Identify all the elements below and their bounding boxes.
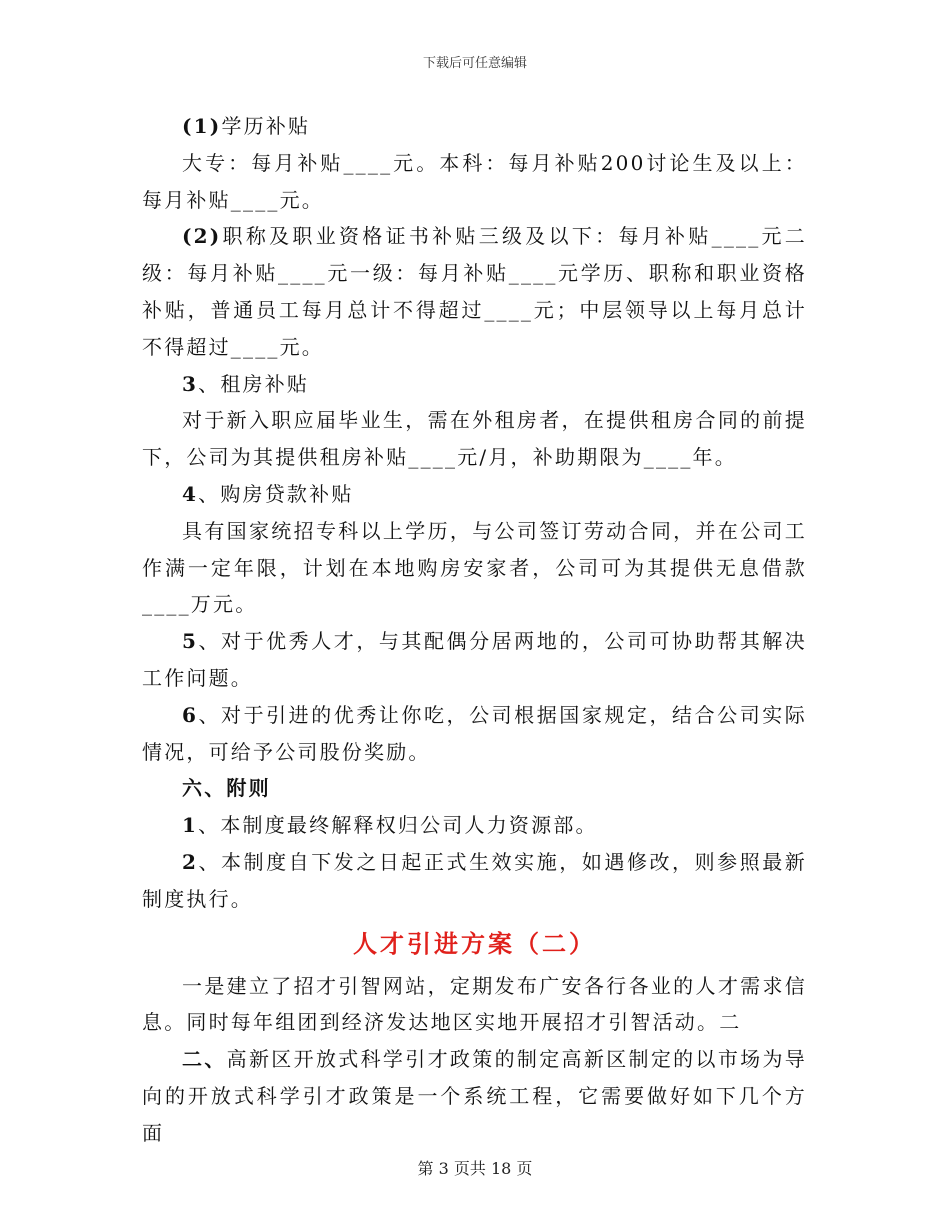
para-text: 、对于引进的优秀让你吃，公司根据国家规定，结合公司实际情况，可给予公司股份奖励。: [142, 702, 807, 764]
para-lead: 4: [182, 481, 199, 506]
paragraph-11: [142, 807, 807, 844]
para-lead: 二、: [182, 1047, 227, 1072]
para-text: 、对于优秀人才，与其配偶分居两地的，公司可协助帮其解决工作问题。: [142, 629, 807, 690]
para-lead: 1: [182, 813, 199, 838]
para-text: 学历补贴: [221, 114, 311, 138]
paragraph-5: [142, 402, 807, 476]
para-lead: 5: [182, 629, 199, 654]
para-text: 职称及职业资格证书补贴三级及以下：每月补贴____元二级：每月补贴____元一级：每月补贴____元学历、职称和职业资格补贴，普通员工每月总计不得超过____元；中层领导以上每月总计不得超过____元。: [142, 224, 807, 359]
paragraph-3: [142, 218, 807, 365]
paragraph-6: [142, 476, 807, 513]
paragraph-9: [142, 697, 807, 771]
para-lead: 6: [182, 702, 199, 727]
para-text: 、购房贷款补贴: [198, 481, 354, 506]
section-title: 人才引进方案（二）: [353, 928, 596, 958]
section-paragraph-2: [142, 1041, 807, 1151]
para-text: 具有国家统招专科以上学历，与公司签订劳动合同，并在公司工作满一定年限，计划在本地购房安家者，公司可为其提供无息借款____万元。: [142, 518, 807, 617]
paragraph-7: [142, 513, 807, 623]
page-footer: 第 3 页共 18 页: [417, 1159, 533, 1178]
para-text: 、租房补贴: [198, 371, 310, 396]
para-lead: 2: [182, 849, 199, 874]
paragraph-2: [142, 145, 807, 219]
paragraph-12: [142, 844, 807, 918]
para-text: 、本制度最终解释权归公司人力资源部。: [198, 813, 598, 838]
para-lead: 3: [182, 371, 199, 396]
para-text: 大专：每月补贴____元。本科：每月补贴200讨论生及以上：每月补贴____元。: [142, 150, 807, 212]
paragraph-4: [142, 366, 807, 403]
para-text: 一是建立了招才引智网站，定期发布广安各行各业的人才需求信息。同时每年组团到经济发达地区实地开展招才引智活动。二: [142, 973, 807, 1035]
document-body: [142, 108, 807, 1152]
paragraph-8: [142, 623, 807, 697]
page-header: 下载后可任意编辑: [422, 56, 527, 71]
section-paragraph-1: [142, 968, 807, 1042]
heading-appendix: [142, 770, 807, 807]
para-lead: (2): [182, 224, 222, 249]
para-lead: 六、附则: [182, 776, 271, 801]
para-text: 、本制度自下发之日起正式生效实施，如遇修改，则参照最新制度执行。: [142, 849, 807, 911]
para-text: 高新区开放式科学引才政策的制定高新区制定的以市场为导向的开放式科学引才政策是一个系统工程，它需要做好如下几个方面: [142, 1047, 807, 1145]
para-lead: (1): [182, 114, 222, 138]
paragraph-1: [142, 108, 807, 145]
para-text: 对于新入职应届毕业生，需在外租房者，在提供租房合同的前提下，公司为其提供租房补贴____元/月，补助期限为____年。: [142, 408, 807, 470]
